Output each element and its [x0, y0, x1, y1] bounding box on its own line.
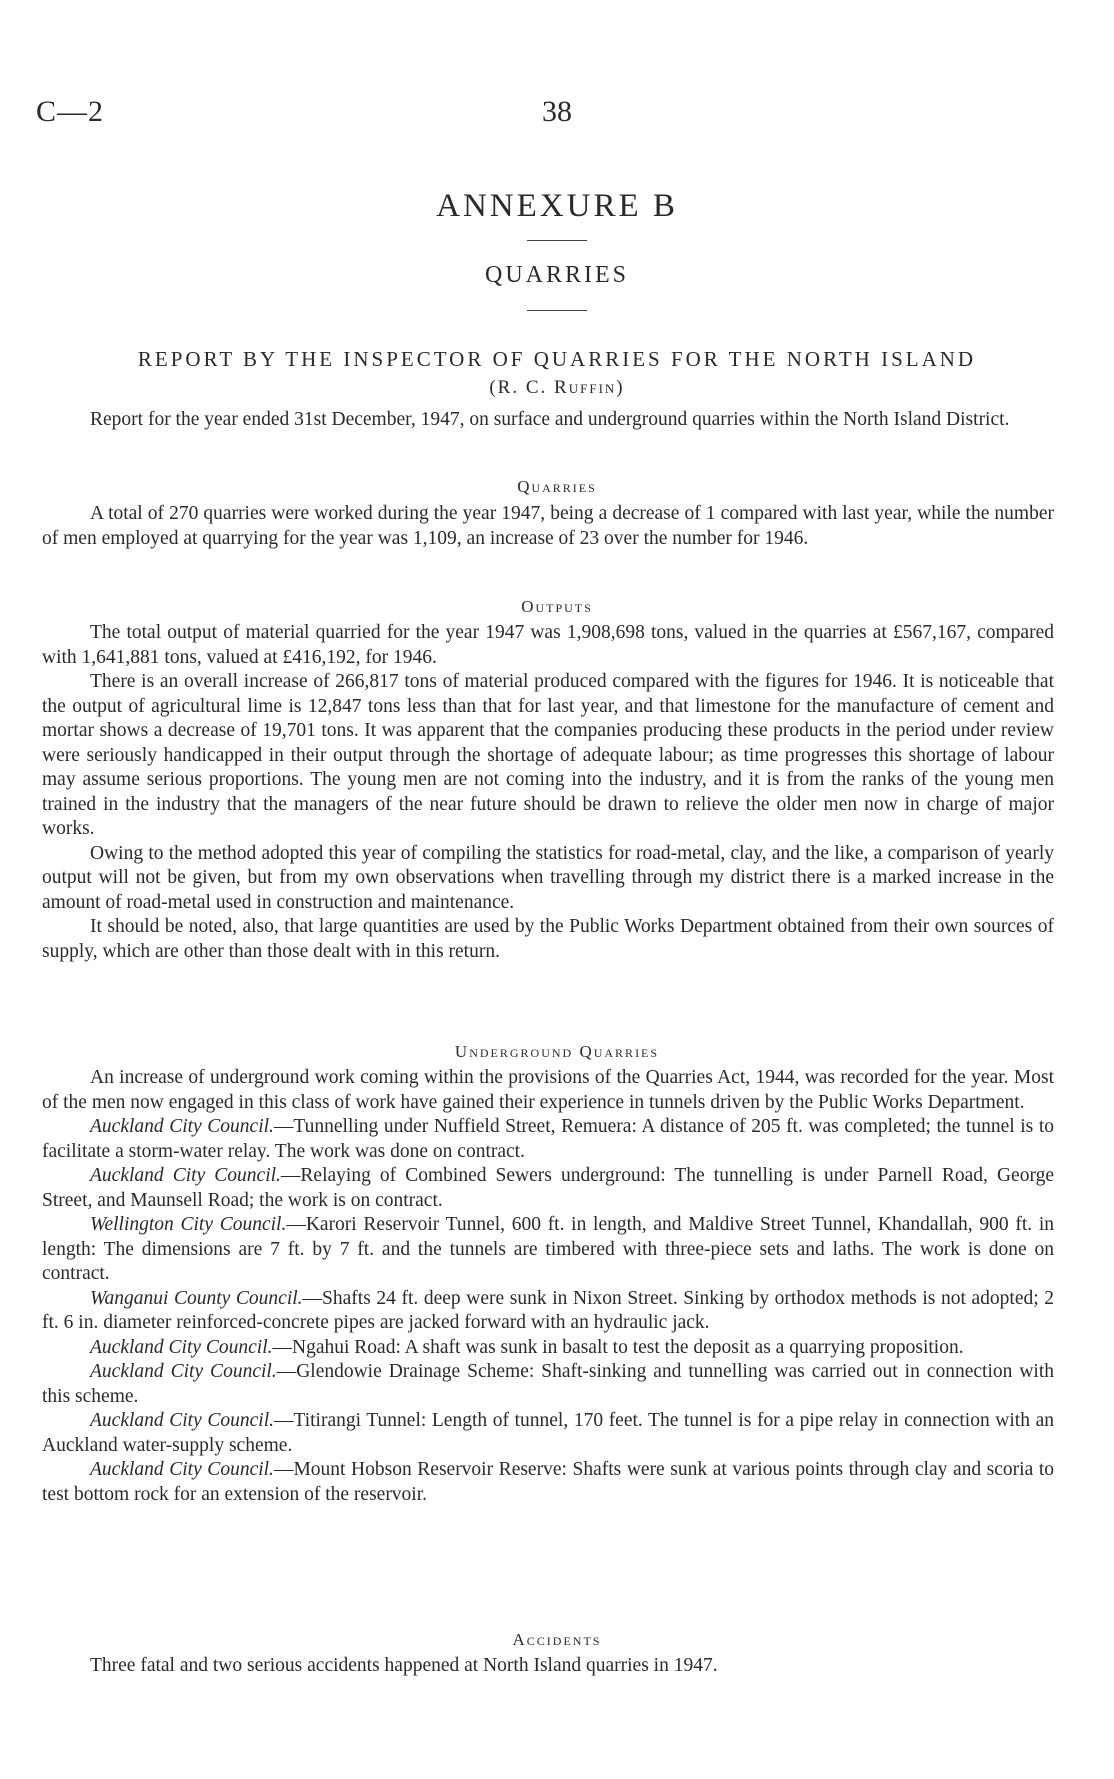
item-text: —Glendowie Drainage Scheme: Shaft-sinking and tunnelling was carried out in connection with this scheme. [42, 1361, 1054, 1407]
author-close: ) [616, 377, 625, 398]
section-heading-quarries: Quarries [517, 477, 597, 496]
quarries-title: QUARRIES [484, 262, 629, 288]
authority-name: Auckland City Council. [90, 1336, 273, 1358]
page-header [36, 95, 1078, 135]
intro-paragraph: Report for the year ended 31st December, 1947, on surface and underground quarries within the North Island District. [90, 409, 1010, 430]
underground-item [42, 1164, 1054, 1213]
authority-name: Wellington City Council. [90, 1214, 287, 1235]
page-reference: C—2 [36, 95, 105, 128]
authority-name: Auckland City Council. [90, 1361, 277, 1382]
underground-item [42, 1287, 1054, 1336]
underground-item [42, 1360, 1054, 1409]
report-title: REPORT BY THE INSPECTOR OF QUARRIES FOR THE NORTH ISLAND [137, 347, 977, 371]
item-text: —Tunnelling under Nuffield Street, Remuera: A distance of 205 ft. was completed; the tunnel is to facilitate a storm-water relay. The work was done on contract. [42, 1116, 1055, 1162]
annexure-title: ANNEXURE B [436, 188, 678, 224]
page-number: 38 [542, 95, 572, 128]
authority-name: Auckland City Council. [90, 1459, 274, 1480]
paragraph: Three fatal and two serious accidents happened at North Island quarries in 1947. [90, 1655, 718, 1676]
authority-name: Wanganui County Council. [90, 1287, 303, 1309]
item-text: —Ngahui Road: A shaft was sunk in basalt to test the deposit as a quarrying proposition. [272, 1336, 964, 1358]
item-text: —Titirangi Tunnel: Length of tunnel, 170 feet. The tunnel is for a pipe relay in connection with an Auckland water-supply scheme. [42, 1410, 1054, 1456]
paragraph: It should be noted, also, that large quantities are used by the Public Works Department obtained from their own sources of supply, which are other than those dealt with in this return. [42, 916, 1054, 962]
intro-section [42, 408, 1054, 433]
author-name: Ruffin [554, 377, 617, 398]
paragraph: An increase of underground work coming within the provisions of the Quarries Act, 1944, was recorded for the year. Most of the men now engaged in this class of work have gained their experience in tunnels driven by the Public Works Department. [42, 1067, 1054, 1113]
quarries-section [42, 502, 1054, 551]
item-text: —Relaying of Combined Sewers underground: The tunnelling is under Parnell Road, George Street, and Maunsell Road; the work is on contract. [42, 1165, 1054, 1211]
authority-name: Auckland City Council. [90, 1165, 281, 1186]
underground-item [42, 1458, 1054, 1507]
section-heading-underground-quarries: Underground Quarries [454, 1042, 660, 1061]
paragraph: Owing to the method adopted this year of compiling the statistics for road-metal, clay, and the like, a comparison of yearly output will not be given, but from my own observations when travelling through my district there is a marked increase in the amount of road-metal used in construction and maintenance. [42, 842, 1054, 913]
underground-item [42, 1213, 1054, 1287]
authority-name: Auckland City Council. [90, 1410, 274, 1431]
item-text: —Karori Reservoir Tunnel, 600 ft. in length, and Maldive Street Tunnel, Khandallah, 900 ft. in length: The dimensions are 7 ft. by 7 ft. and the tunnels are timbered with three-piece sets and laths. The work is done on contract. [42, 1214, 1055, 1284]
section-heading-outputs: Outputs [521, 597, 593, 616]
title-divider [527, 240, 587, 241]
report-author [0, 377, 1114, 399]
outputs-section [42, 621, 1054, 964]
underground-item [42, 1336, 1054, 1361]
accidents-section [42, 1654, 1054, 1679]
author-open: (R. C. [489, 377, 555, 398]
authority-name: Auckland City Council. [90, 1116, 274, 1137]
section-heading-accidents: Accidents [512, 1630, 602, 1649]
item-text: —Mount Hobson Reservoir Reserve: Shafts were sunk at various points through clay and scoria to test bottom rock for an extension of the reservoir. [42, 1459, 1054, 1505]
item-text: —Shafts 24 ft. deep were sunk in Nixon Street. Sinking by orthodox methods is not adopted; 2 ft. 6 in. diameter reinforced-concrete pipes are jacked forward with an hydraulic jack. [42, 1287, 1054, 1333]
underground-item [42, 1409, 1054, 1458]
paragraph: The total output of material quarried for the year 1947 was 1,908,698 tons, valued in the quarries at £567,167, compared with 1,641,881 tons, valued at £416,192, for 1946. [42, 622, 1054, 668]
paragraph: A total of 270 quarries were worked during the year 1947, being a decrease of 1 compared with last year, while the number of men employed at quarrying for the year was 1,109, an increase of 23 over the number for 1946. [42, 503, 1054, 549]
underground-section [42, 1066, 1054, 1507]
underground-item [42, 1115, 1054, 1164]
title-divider [527, 310, 587, 311]
paragraph: There is an overall increase of 266,817 tons of material produced compared with the figures for 1946. It is noticeable that the output of agricultural lime is 12,847 tons less than that for last year, and that limestone for the manufacture of cement and mortar shows a decrease of 19,701 tons. It was apparent that the companies producing these products in the period under review were seriously handicapped in their output through the shortage of adequate labour; as time progresses this shortage of labour may assume serious proportions. The young men are not coming into the industry, and it is from the ranks of the young men trained in the industry that the managers of the near future should be drawn to relieve the older men now in charge of major works. [42, 671, 1054, 839]
